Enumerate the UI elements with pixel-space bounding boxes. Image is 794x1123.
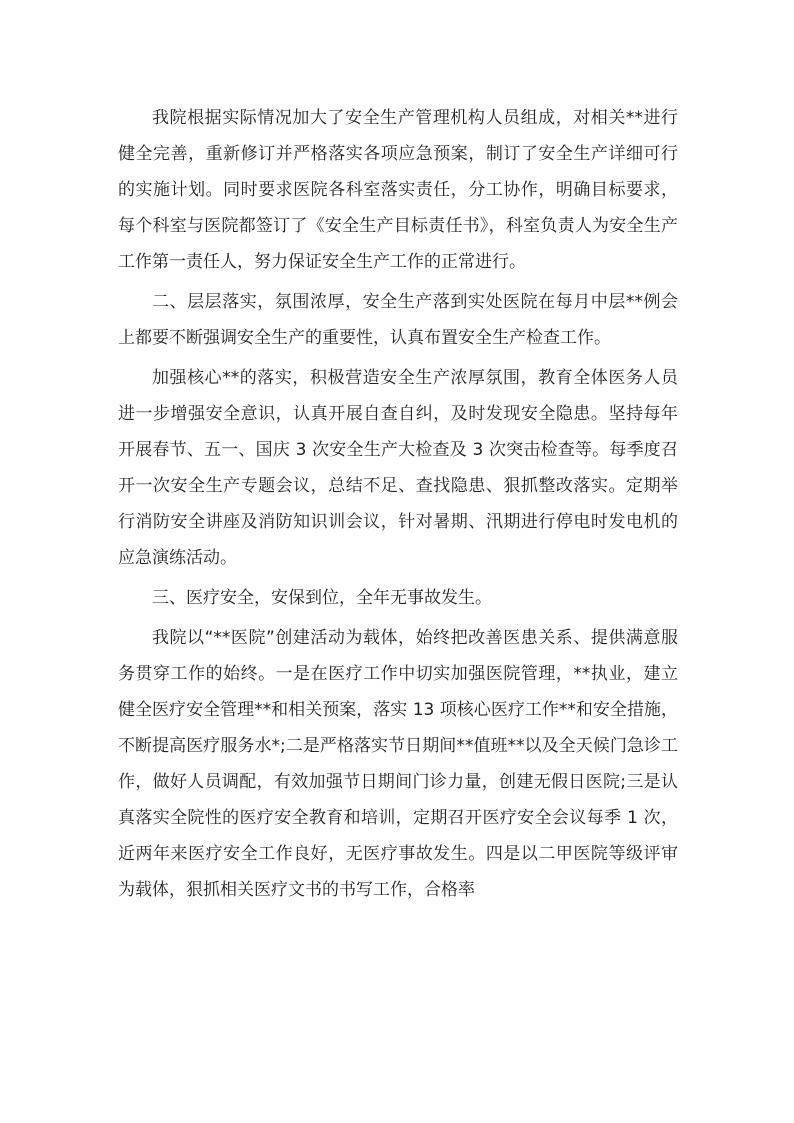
paragraph-5: 我院以“**医院”创建活动为载体，始终把改善医患关系、提供满意服务贯穿工作的始终。一是在医疗工作中切实加强医院管理，**执业，建立健全医疗安全管理**和相关预案，落实 13 项核心医疗工作**和安全措施，不断提高医疗服务水*;二是严格落实节日期间**值班**以及全天候门急诊工作，做好人员调配，有效加强节日期间门诊力量，创建无假日医院;三是认真落实全院性的医疗安全教育和培训，定期召开医疗安全会议每季 1 次，近两年来医疗安全工作良好，无医疗事故发生。四是以二甲医院等级评审为载体，狠抓相关医疗文书的书写工作，合格率 — [118, 628, 678, 900]
document-body — [118, 100, 678, 912]
paragraph-1: 我院根据实际情况加大了安全生产管理机构人员组成，对相关**进行健全完善，重新修订并严格落实各项应急预案，制订了安全生产详细可行的实施计划。同时要求医院各科室落实责任，分工协作，明确目标要求，每个科室与医院都签订了《安全生产目标责任书》，科室负责人为安全生产工作第一责任人，努力保证安全生产工作的正常进行。 — [118, 108, 678, 272]
paragraph-2: 二、层层落实，氛围浓厚，安全生产落到实处医院在每月中层**例会上都要不断强调安全生产的重要性，认真布置安全生产检查工作。 — [118, 292, 678, 348]
paragraph-4: 三、医疗安全，安保到位，全年无事故发生。 — [152, 588, 492, 608]
paragraph-3: 加强核心**的落实，积极营造安全生产浓厚氛围，教育全体医务人员进一步增强安全意识，认真开展自查自纠，及时发现安全隐患。坚持每年开展春节、五一、国庆 3 次安全生产大检查及 3 次突击检查等。每季度召开一次安全生产专题会议，总结不足、查找隐患、狠抓整改落实。定期举行消防安全讲座及消防知识训会议，针对暑期、汛期进行停电时发电机的应急演练活动。 — [118, 368, 678, 568]
